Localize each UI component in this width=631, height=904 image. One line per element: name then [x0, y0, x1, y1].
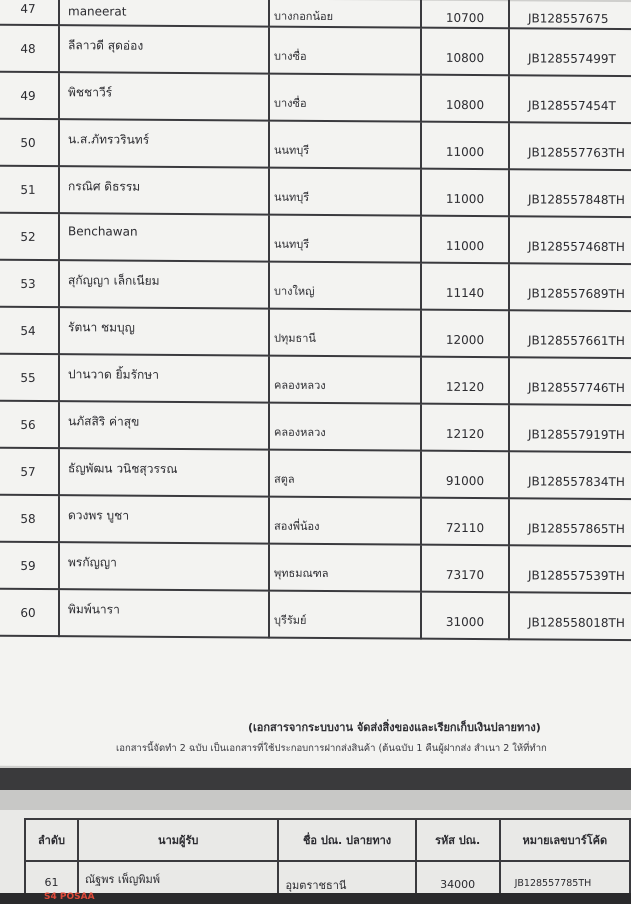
row-number: 58 — [0, 495, 59, 542]
row-name: Benchawan — [59, 213, 269, 261]
row-name: รัตนา ชมบุญ — [59, 307, 269, 355]
table-row — [0, 542, 631, 594]
row-district: พุทธมณฑล — [269, 544, 421, 592]
row-tracking: JB128557919TH — [509, 404, 631, 452]
page-gap — [0, 790, 631, 810]
row-number: 57 — [0, 448, 59, 495]
row-number: 53 — [0, 260, 59, 307]
row-postcode: 11000 — [421, 122, 509, 170]
row-number: 60 — [0, 589, 59, 636]
row-tracking: JB128557454T — [509, 75, 631, 123]
table-row — [0, 72, 631, 124]
screen-bezel — [0, 768, 631, 790]
row-district: บางซื่อ — [269, 74, 421, 122]
row-district: บางซื่อ — [269, 27, 421, 75]
row-district: อุมตราชธานี — [278, 861, 415, 903]
row-name: นภัสสิริ ค่าสุข — [59, 401, 269, 449]
row-postcode: 12120 — [421, 404, 509, 452]
row-district: บุรีรัมย์ — [269, 591, 421, 639]
row-name: พิมพ์นารา — [59, 589, 269, 637]
row-name: สุกัญญา เล็กเนียม — [59, 260, 269, 308]
row-district: บางกอกน้อย — [269, 0, 421, 28]
row-district: สตูล — [269, 450, 421, 498]
row-tracking: JB128557865TH — [509, 498, 631, 546]
row-district: นนทบุรี — [269, 121, 421, 169]
table-header-row — [25, 819, 630, 861]
row-postcode: 11000 — [421, 169, 509, 217]
row-number: 55 — [0, 354, 59, 401]
table-row — [0, 307, 631, 359]
next-page — [0, 810, 631, 904]
row-tracking: JB128558018TH — [509, 592, 631, 640]
row-number: 59 — [0, 542, 59, 589]
row-tracking: JB128557661TH — [509, 310, 631, 358]
header-name: นามผู้รับ — [78, 819, 279, 861]
brand-logo: S4 POSAA — [44, 892, 95, 902]
document-caption: (เอกสารจากระบบงาน จัดส่งสิ่งของและเรียกเก็บเงินปลายทาง) — [248, 721, 541, 734]
row-tracking: JB128557785TH — [500, 861, 630, 903]
row-number: 50 — [0, 119, 59, 166]
table-row — [0, 119, 631, 171]
row-number: 47 — [0, 0, 59, 25]
table-row — [0, 25, 631, 77]
row-number: 48 — [0, 25, 59, 72]
table-row — [0, 495, 631, 547]
header-no: ลำดับ — [25, 819, 78, 861]
row-tracking: JB128557675 — [509, 0, 631, 29]
row-postcode: 10700 — [421, 0, 509, 28]
row-number: 54 — [0, 307, 59, 354]
row-name: ณัฐพร เพ็ญพิมพ์ — [78, 861, 279, 903]
table-row — [0, 213, 631, 265]
row-postcode: 72110 — [421, 498, 509, 546]
document-note: เอกสารนี้จัดทำ 2 ฉบับ เป็นเอกสารที่ใช้ประกอบการฝากส่งสินค้า (ต้นฉบับ 1 คืนผู้ฝากส่ง สำเนา 2 ให้ที่ทำก — [116, 743, 547, 754]
row-name: พิชชาวีร์ — [59, 72, 269, 120]
row-district: ปทุมธานี — [269, 309, 421, 357]
row-name: ธัญพัฒน วนิชสุวรรณ — [59, 448, 269, 496]
table-row — [0, 260, 631, 312]
row-number: 51 — [0, 166, 59, 213]
row-postcode: 11140 — [421, 263, 509, 311]
table-row — [0, 354, 631, 406]
row-tracking: JB128557848TH — [509, 169, 631, 217]
row-name: ลีลาวดี สุดอ่อง — [59, 25, 269, 73]
row-postcode: 34000 — [416, 861, 500, 903]
row-district: คลองหลวง — [269, 356, 421, 404]
row-tracking: JB128557834TH — [509, 451, 631, 499]
table-row — [0, 166, 631, 218]
table-row — [0, 401, 631, 453]
row-district: คลองหลวง — [269, 403, 421, 451]
row-district: บางใหญ่ — [269, 262, 421, 310]
row-tracking: JB128557539TH — [509, 545, 631, 593]
header-tracking: หมายเลขบาร์โค้ด — [500, 819, 630, 861]
table-row — [0, 448, 631, 500]
row-postcode: 11000 — [421, 216, 509, 264]
row-postcode: 12000 — [421, 310, 509, 358]
row-postcode: 91000 — [421, 451, 509, 499]
row-tracking: JB128557468TH — [509, 216, 631, 264]
row-district: นนทบุรี — [269, 215, 421, 263]
row-district: นนทบุรี — [269, 168, 421, 216]
row-tracking: JB128557763TH — [509, 122, 631, 170]
row-name: maneerat — [59, 0, 269, 27]
row-name: พรกัญญา — [59, 542, 269, 590]
row-district: สองพี่น้อง — [269, 497, 421, 545]
row-postcode: 10800 — [421, 75, 509, 123]
row-tracking: JB128557689TH — [509, 263, 631, 311]
header-district: ชื่อ ปณ. ปลายทาง — [278, 819, 415, 861]
row-number: 52 — [0, 213, 59, 260]
row-number: 56 — [0, 401, 59, 448]
row-postcode: 12120 — [421, 357, 509, 405]
bottom-bar — [0, 893, 631, 904]
row-name: น.ส.ภัทรวรินทร์ — [59, 119, 269, 167]
row-name: กรณิศ ดิธรรม — [59, 166, 269, 214]
row-postcode: 31000 — [421, 592, 509, 640]
row-name: ปานวาด ยิ้มรักษา — [59, 354, 269, 402]
row-number: 49 — [0, 72, 59, 119]
row-postcode: 73170 — [421, 545, 509, 593]
row-postcode: 10800 — [421, 28, 509, 76]
row-tracking: JB128557746TH — [509, 357, 631, 405]
row-number: 61 — [25, 861, 78, 903]
table-row — [0, 589, 631, 641]
header-postcode: รหัส ปณ. — [416, 819, 500, 861]
row-name: ดวงพร บูชา — [59, 495, 269, 543]
next-page-table — [24, 818, 631, 904]
row-tracking: JB12855749​9T — [509, 28, 631, 76]
